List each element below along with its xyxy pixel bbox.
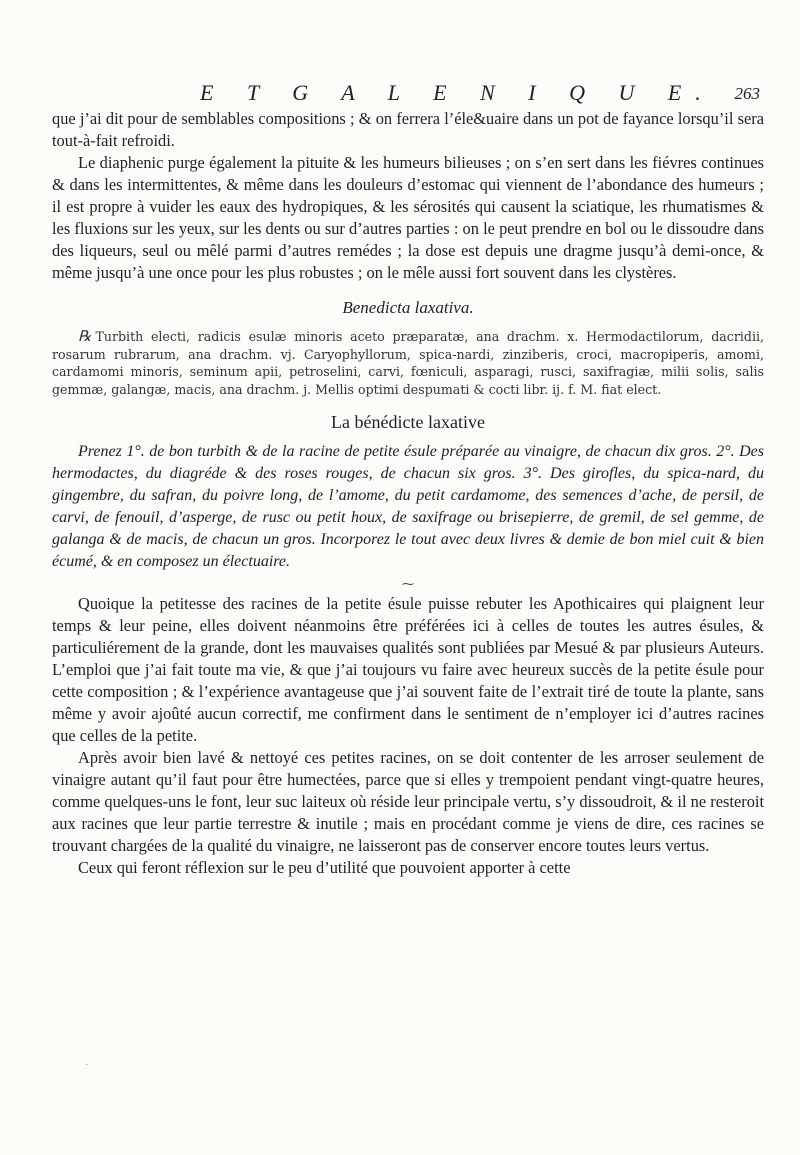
page-body: [52, 108, 764, 879]
running-title: E T G A L E N I Q U E.: [200, 80, 715, 105]
ornament-mark: ⁓: [402, 577, 414, 591]
latin-recipe: [52, 328, 764, 398]
page-number: 263: [734, 84, 760, 103]
paragraph-diaphenic: Le diaphenic purge également la pituite & les humeurs bilieuses ; on s’en sert dans les fiévres continues & dans les intermittentes, & même dans les douleurs d’estomac qui viennent de l’abondance des humeurs ; il est propre à vuider les eaux des hydropiques, & les sérosités qui causent la sciatique, les rhumatismes & les fluxions sur les yeux, sur les dents ou sur d’autres parties : on le peut prendre en bol ou le dissoudre dans des liqueurs, seul ou mêlé parmi d’autres remédes ; la dose est depuis une dragme jusqu’à demi-once, & même jusqu’à une once pour les plus robustes ; on le mêle aussi fort souvent dans les clystères.: [52, 153, 764, 282]
running-head: [200, 80, 760, 108]
paragraph-petite-esule: Quoique la petitesse des racines de la petite ésule puisse rebuter les Apothicaires qui plaignent leur temps & leur peine, elles doivent néanmoins être préférées ici à celles de toutes les autres ésules, & particuliérement de la grande, dont les mauvaises qualités sont publiées par Mesué & par plusieurs Auteurs. L’emploi que j’ai fait toute ma vie, & que j’ai toujours vu faire avec heureux succès de la petite ésule pour cette composition ; & l’expérience avantageuse que j’ai souvent faite de l’extrait tiré de toute la plante, sans même y avoir ajoûté aucun correctif, me confirment dans le sentiment de n’employer ici d’autres racines que celles de la petite.: [52, 594, 764, 745]
paragraph-preparation: Après avoir bien lavé & nettoyé ces petites racines, on se doit contenter de les arroser seulement de vinaigre autant qu’il faut pour être humectées, parce que si elles y trempoient pendant vingt-quatre heures, comme quelques-uns le font, leur suc laiteux où réside leur principale vertu, s’y dissoudroit, & il ne resteroit aux racines que leur partie terrestre & inutile ; mais en procédant comme je viens de dire, ces racines se trouvant chargées de la qualité du vinaigre, ne laisseront pas de conserver encore toutes leurs vertus.: [52, 748, 764, 855]
print-mark: ·: [85, 1060, 89, 1071]
paragraph-final: Ceux qui feront réflexion sur le peu d’utilité que pouvoient apporter à cette: [78, 858, 571, 877]
recipe-symbol-icon: ℞: [78, 327, 92, 345]
latin-heading: Benedicta laxativa.: [342, 298, 474, 317]
french-heading: La bénédicte laxative: [331, 412, 485, 432]
french-recipe: Prenez 1°. de bon turbith & de la racine de petite ésule préparée au vinaigre, de chacun dix gros. 2°. Des hermodactes, du diagréde & des roses rouges, de chacun six gros. 3°. Des girofles, du spica-nard, du gingembre, du safran, du poivre long, de l’amome, du petit cardamome, des semences d’ache, de persil, de carvi, de fenouil, d’asperge, de rusc ou petit houx, de saxifrage ou brisepierre, de gremil, de sel gemme, de galanga & de macis, de chacun un gros. Incorporez le tout avec deux livres & demie de bon miel cuit & bien écumé, & en composez un électuaire.: [52, 443, 764, 570]
paragraph-continuation: que j’ai dit pour de semblables compositions ; & on ferrera l’éle&uaire dans un pot de fayance lorsqu’il sera tout-à-fait refroidi.: [52, 109, 764, 150]
latin-recipe-text: Turbith electi, radicis esulæ minoris aceto præparatæ, ana drachm. x. Hermodactilorum, dacridii, rosarum rubrarum, ana drachm. vj. Caryophyllorum, spica-nardi, zinziberis, croci, macropiperis, amomi, cardamomi minoris, seminum apii, petroselini, carvi, fœniculi, asparagi, rusci, saxifragiæ, milii solis, salis gemmæ, galangæ, macis, ana drachm. j. Mellis optimi despumati & cocti libr. ij. f. M. fiat elect.: [52, 329, 764, 397]
